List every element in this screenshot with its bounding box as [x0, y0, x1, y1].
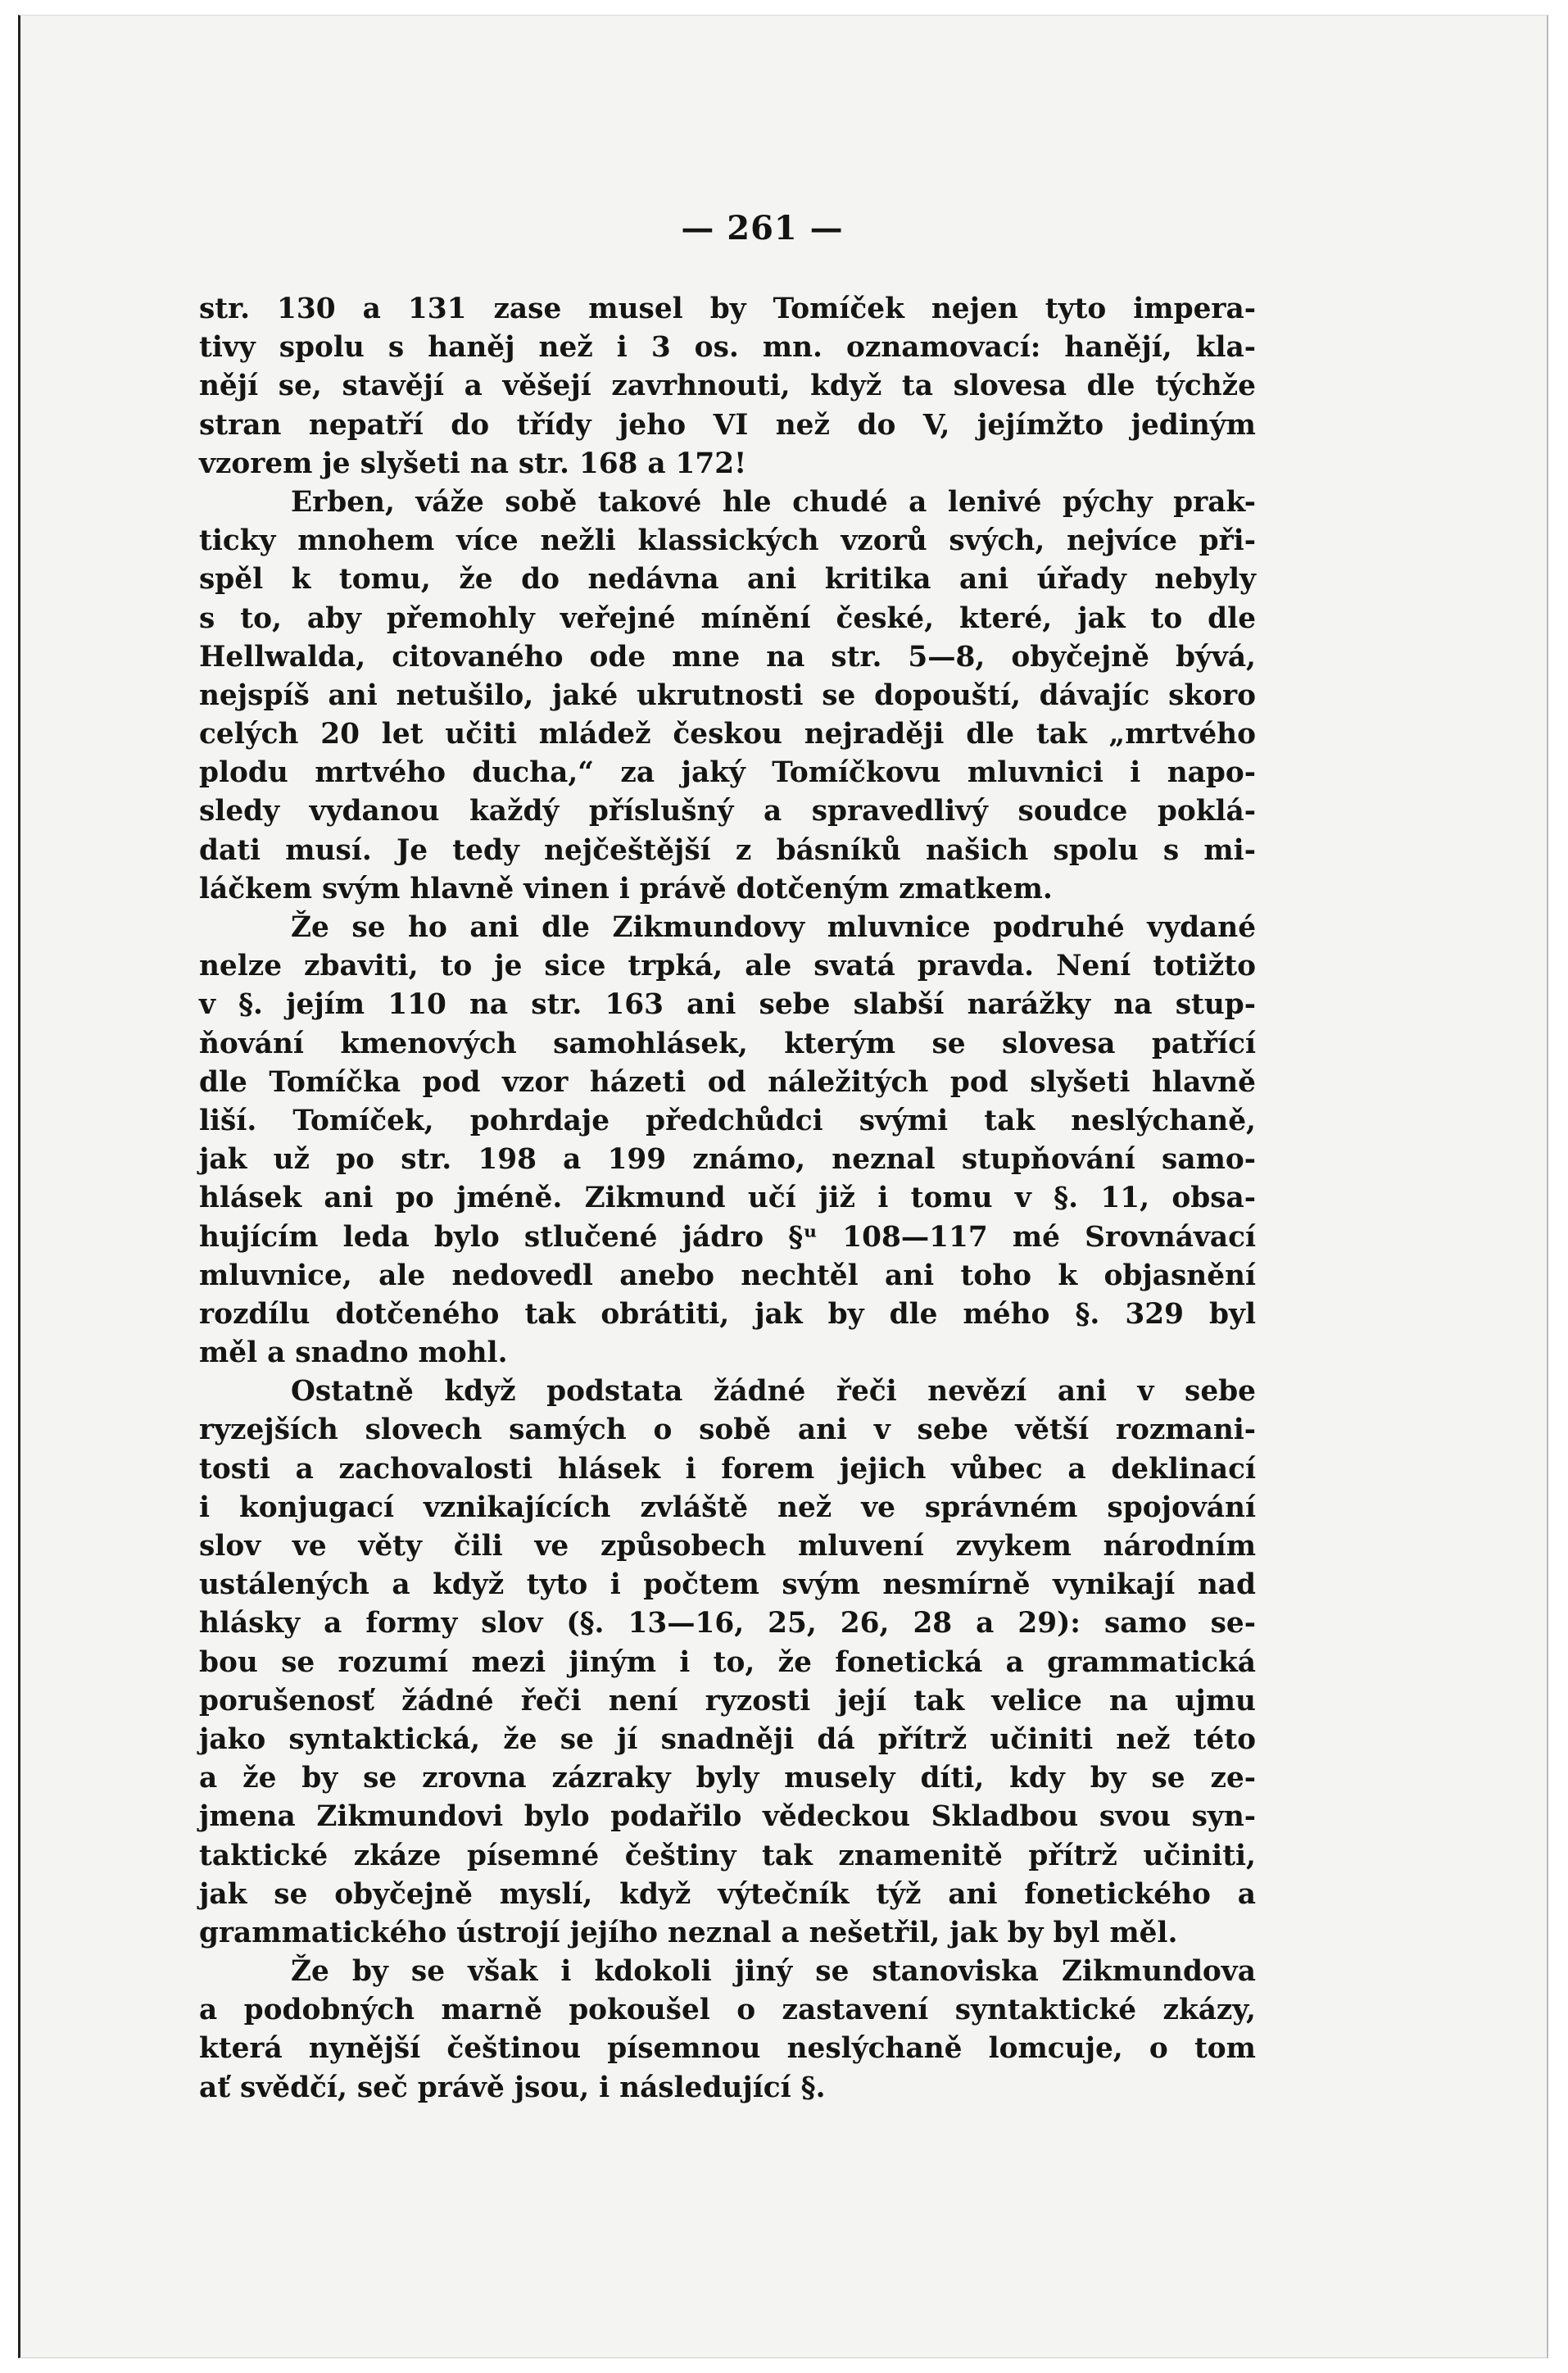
text-line: tivy spolu s haněj než i 3 os. mn. oznamovací: hanějí, kla-: [199, 331, 1256, 365]
text-line: nejspíš ani netušilo, jaké ukrutnosti se dopouští, dávajíc skoro: [199, 678, 1256, 712]
paragraph-1: [199, 290, 1256, 483]
text-line: ryzejších slovech samých o sobě ani v sebe větší rozmani-: [199, 1413, 1257, 1447]
text-line: slov ve věty čili ve způsobech mluvení zvykem národním: [199, 1530, 1257, 1563]
text-line: i konjugací vznikajících zvláště než ve správném spojování: [199, 1490, 1256, 1524]
text-line: nelze zbaviti, to je sice trpká, ale svatá pravda. Není totižto: [199, 950, 1257, 983]
book-page: [18, 15, 1548, 2358]
text-line: porušenosť žádné řeči není ryzosti její tak velice na ujmu: [199, 1684, 1256, 1717]
text-line: str. 130 a 131 zase musel by Tomíček nejen tyto impera-: [199, 293, 1256, 325]
text-line: ustálených a když tyto i počtem svým nesmírně vynikají nad: [199, 1568, 1256, 1602]
text-line: hujícím leda bylo stlučené jádro §ᵘ 108—117 mé Srovnávací: [199, 1220, 1257, 1254]
text-line: ticky mnohem více nežli klassických vzorů svých, nejvíce při-: [199, 524, 1256, 558]
text-line: a že by se zrovna zázraky byly musely díti, kdy by se ze-: [199, 1762, 1257, 1795]
text-line: jak už po str. 198 a 199 známo, neznal stupňování samo-: [199, 1143, 1256, 1177]
text-line: dle Tomíčka pod vzor házeti od náležitých pod slyšeti hlavně: [199, 1065, 1256, 1099]
text-line: stran nepatří do třídy jeho VI než do V, jejímžto jediným: [199, 408, 1256, 442]
text-line: ať svědčí, seč právě jsou, i následující §.: [199, 2071, 826, 2104]
text-line: taktické zkáze písemné češtiny tak znamenitě přítrž učiniti,: [199, 1839, 1257, 1872]
text-line: rozdílu dotčeného tak obrátiti, jak by dle mého §. 329 byl: [199, 1297, 1256, 1331]
text-line: s to, aby přemohly veřejné mínění české, které, jak to dle: [199, 601, 1257, 635]
text-line: a podobných marně pokoušel o zastavení syntaktické zkázy,: [199, 1994, 1256, 2027]
text-line: Hellwalda, citovaného ode mne na str. 5—8, obyčejně bývá,: [199, 640, 1256, 674]
text-line: ňování kmenových samohlásek, kterým se slovesa patřící: [199, 1027, 1256, 1060]
text-line: hlásky a formy slov (§. 13—16, 25, 26, 28 a 29): samo se-: [199, 1607, 1256, 1640]
text-line: měl a snadno mohl.: [199, 1336, 508, 1370]
text-line: bou se rozumí mezi jiným i to, že fonetická a grammatická: [199, 1645, 1256, 1679]
page-number: — 261 —: [681, 209, 844, 247]
text-line: Ostatně když podstata žádné řeči nevězí ani v sebe: [291, 1375, 1256, 1409]
text-line: grammatického ústrojí jejího neznal a nešetřil, jak by byl měl.: [199, 1916, 1178, 1949]
text-line: jako syntaktická, že se jí snadněji dá přítrž učiniti než této: [199, 1722, 1257, 1756]
text-line: Že se ho ani dle Zikmundovy mluvnice podruhé vydané: [291, 911, 1257, 944]
text-line: jmena Zikmundovi bylo podařilo vědeckou Skladbou svou syn-: [199, 1800, 1257, 1834]
text-line: v §. jejím 110 na str. 163 ani sebe slabší narážky na stup-: [199, 988, 1256, 1022]
text-line: tosti a zachovalosti hlásek i forem jejich vůbec a deklinací: [199, 1452, 1257, 1486]
text-line: liší. Tomíček, pohrdaje předchůdci svými tak neslýchaně,: [199, 1104, 1256, 1137]
text-line: sledy vydanou každý příslušný a spravedlivý soudce poklá-: [199, 795, 1256, 828]
text-line: Že by se však i kdokoli jiný se stanoviska Zikmundova: [291, 1955, 1256, 1989]
text-line: nějí se, stavějí a věšejí zavrhnouti, když ta slovesa dle týchže: [199, 370, 1256, 403]
paragraph-5: [199, 1953, 1256, 2108]
text-line: vzorem je slyšeti na str. 168 a 172!: [199, 447, 747, 480]
text-line: mluvnice, ale nedovedl anebo nechtěl ani toho k objasnění: [199, 1259, 1256, 1292]
text-line: dati musí. Je tedy nejčeštější z básníků našich spolu s mi-: [199, 833, 1256, 867]
text-line: spěl k tomu, že do nedávna ani kritika ani úřady nebyly: [199, 563, 1256, 597]
text-line: Erben, váže sobě takové hle chudé a lenivé pýchy prak-: [291, 485, 1257, 519]
text-line: jak se obyčejně myslí, když výtečník týž ani fonetického a: [199, 1877, 1257, 1911]
paragraph-3: [199, 909, 1256, 1373]
text-line: která nynější češtinou písemnou neslýchaně lomcuje, o tom: [199, 2032, 1256, 2066]
paragraph-2: [199, 483, 1256, 909]
text-line: plodu mrtvého ducha,“ za jaký Tomíčkovu mluvnici i napo-: [199, 756, 1256, 790]
text-line: celých 20 let učiti mládež českou nejraději dle tak „mrtvého: [199, 718, 1256, 751]
paragraph-4: [199, 1373, 1256, 1953]
text-body: [199, 290, 1256, 2108]
text-line: láčkem svým hlavně vinen i právě dotčeným zmatkem.: [199, 872, 1053, 905]
text-line: hlásek ani po jméně. Zikmund učí již i tomu v §. 11, obsa-: [199, 1182, 1256, 1215]
